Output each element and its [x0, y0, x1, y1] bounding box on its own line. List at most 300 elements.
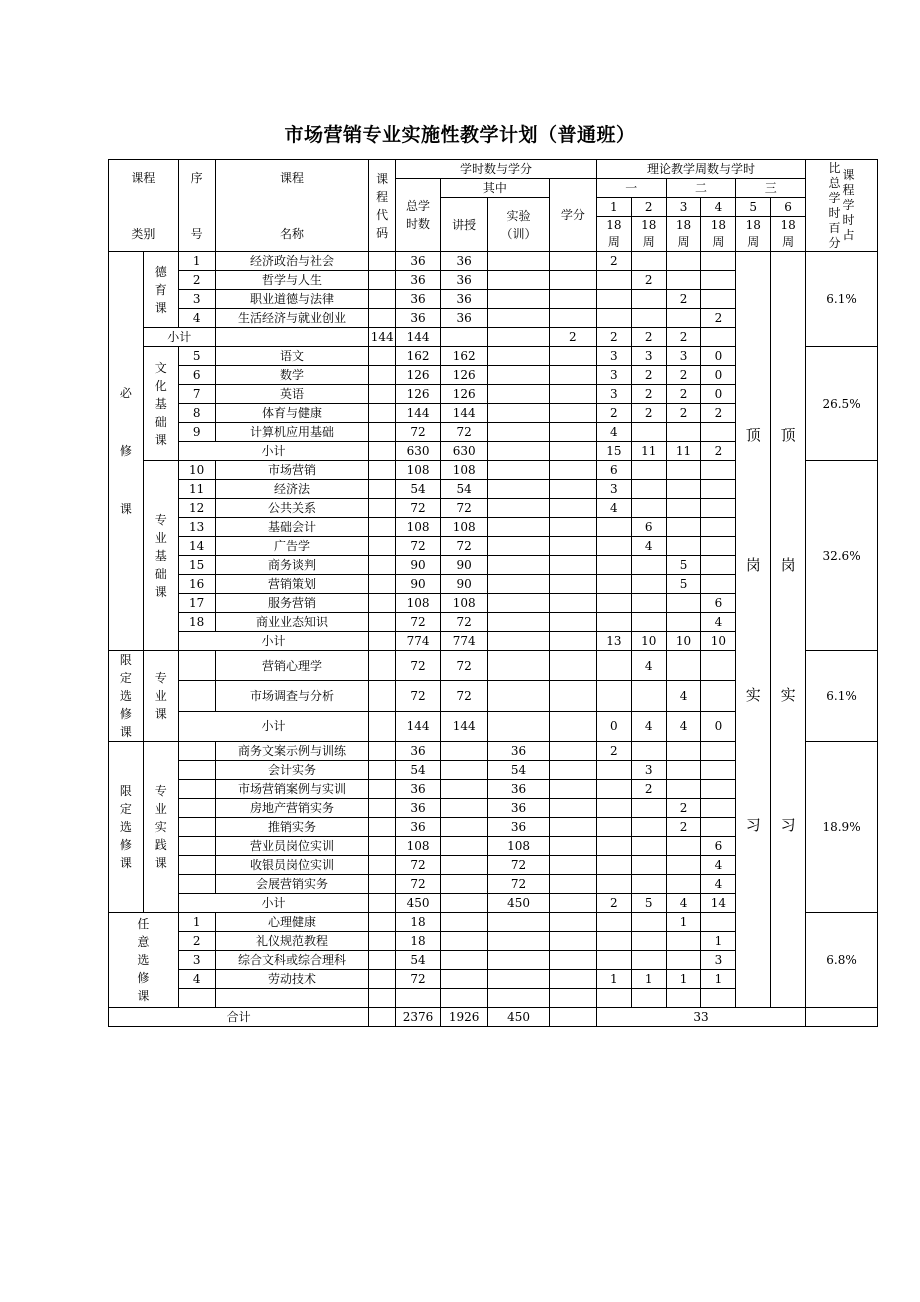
course-name: 经济政治与社会 [215, 252, 369, 271]
course-total-hours: 108 [396, 594, 441, 613]
course-no: 15 [178, 556, 215, 575]
course-term-t3: 1 [666, 913, 701, 932]
course-no [178, 856, 215, 875]
course-term-t1: 6 [596, 461, 631, 480]
course-credits [549, 651, 596, 681]
course-term-t1: 2 [596, 742, 631, 761]
optional-label [109, 913, 179, 1008]
subtotal-term-t1: 2 [596, 894, 631, 913]
course-practice-hours: 36 [488, 799, 550, 818]
course-term-t4 [701, 681, 736, 711]
course-credits [549, 537, 596, 556]
course-term-t2 [631, 875, 666, 894]
header-year2: 二 [666, 179, 736, 198]
course-term-t3: 5 [666, 556, 701, 575]
course-lecture-hours: 162 [441, 347, 488, 366]
course-term-t1 [596, 799, 631, 818]
course-term-t3 [666, 537, 701, 556]
course-credits [549, 681, 596, 711]
course-no: 1 [178, 913, 215, 932]
course-term-t2: 4 [631, 537, 666, 556]
internship-char: 习 [745, 815, 761, 834]
total-weekly-hours: 33 [596, 1008, 805, 1027]
course-credits [549, 837, 596, 856]
course-term-t1 [596, 780, 631, 799]
course-credits [488, 328, 550, 347]
internship-char: 顶 [780, 425, 796, 444]
course-term-t1 [596, 537, 631, 556]
course-term-t1: 4 [596, 499, 631, 518]
subtotal-term-t2: 2 [596, 328, 631, 347]
subtotal-term-t2: 11 [631, 442, 666, 461]
course-term-t4 [701, 271, 736, 290]
course-practice-hours [488, 404, 550, 423]
subtotal-term-t1: 0 [596, 711, 631, 741]
course-term-t4 [701, 651, 736, 681]
internship-char: 实 [780, 685, 796, 704]
course-code [369, 575, 396, 594]
course-name: 市场营销 [215, 461, 369, 480]
subtotal-label: 小计 [178, 442, 369, 461]
course-term-t4: 4 [701, 875, 736, 894]
course-practice-hours [488, 461, 550, 480]
course-name: 服务营销 [215, 594, 369, 613]
subtotal-term-t1: 15 [596, 442, 631, 461]
course-practice-hours [488, 594, 550, 613]
course-credits [549, 442, 596, 461]
course-code [369, 518, 396, 537]
header-weeks-2 [631, 217, 666, 252]
subtotal-term-t4: 14 [701, 894, 736, 913]
course-practice-hours [488, 556, 550, 575]
course-practice-hours: 72 [488, 875, 550, 894]
course-total-hours: 36 [396, 818, 441, 837]
course-term-t3 [666, 480, 701, 499]
course-term-t2 [631, 252, 666, 271]
course-term-t1: 3 [596, 347, 631, 366]
course-term-t3 [666, 518, 701, 537]
course-code [369, 856, 396, 875]
course-term-t2: 2 [631, 385, 666, 404]
course-lecture-hours: 36 [441, 252, 488, 271]
course-term-t2: 6 [631, 518, 666, 537]
culture-label-text: 文化基础课 [154, 360, 167, 447]
course-code [369, 461, 396, 480]
course-term-t4 [701, 913, 736, 932]
course-term-t2 [631, 913, 666, 932]
course-credits [549, 932, 596, 951]
subtotal-total-hours: 774 [396, 632, 441, 651]
course-credits [549, 290, 596, 309]
course-practice-hours: 108 [488, 837, 550, 856]
course-term-t2 [631, 613, 666, 632]
course-no: 2 [178, 271, 215, 290]
header-term-5: 5 [736, 198, 771, 217]
teaching-plan-table [108, 159, 878, 1027]
course-code [369, 594, 396, 613]
course-practice-hours [488, 932, 550, 951]
course-credits [549, 499, 596, 518]
course-name: 推销实务 [215, 818, 369, 837]
course-term-t4: 0 [701, 366, 736, 385]
subtotal-term-t1: 2 [549, 328, 596, 347]
course-practice-hours [488, 347, 550, 366]
course-term-t4: 3 [701, 951, 736, 970]
course-no [178, 742, 215, 761]
header-credits: 学分 [549, 179, 596, 252]
course-lecture-hours: 54 [441, 480, 488, 499]
course-term-t3 [666, 613, 701, 632]
course-term-t4 [701, 290, 736, 309]
course-no [178, 651, 215, 681]
internship-term6 [771, 252, 806, 1008]
course-term-t4 [701, 252, 736, 271]
course-code [369, 932, 396, 951]
subtotal-total-hours: 144 [369, 328, 396, 347]
course-term-t1 [596, 818, 631, 837]
elective-practice-sub-label [143, 742, 178, 913]
culture-percent: 26.5% [806, 347, 878, 461]
course-lecture-hours: 36 [441, 290, 488, 309]
course-lecture-hours: 72 [441, 613, 488, 632]
course-term-t4: 0 [701, 347, 736, 366]
header-term-6: 6 [771, 198, 806, 217]
course-lecture-hours: 108 [441, 461, 488, 480]
course-term-t2 [631, 594, 666, 613]
course-no: 4 [178, 970, 215, 989]
course-term-t3: 2 [666, 799, 701, 818]
course-no: 4 [178, 309, 215, 328]
header-weeks-label: 18周 [745, 218, 761, 249]
internship-char: 习 [780, 815, 796, 834]
course-name: 英语 [215, 385, 369, 404]
course-term-t2: 3 [631, 347, 666, 366]
subtotal-lecture-hours: 630 [441, 442, 488, 461]
subtotal-lecture-hours: 774 [441, 632, 488, 651]
course-name: 礼仪规范教程 [215, 932, 369, 951]
subtotal-practice-hours [441, 328, 488, 347]
subtotal-label: 小计 [178, 711, 369, 741]
header-year3: 三 [736, 179, 806, 198]
course-term-t1 [596, 594, 631, 613]
total-credits [549, 1008, 596, 1027]
empty-cell [215, 989, 369, 1008]
course-code [369, 761, 396, 780]
course-name: 会展营销实务 [215, 875, 369, 894]
course-lecture-hours: 126 [441, 385, 488, 404]
course-code [369, 537, 396, 556]
course-total-hours: 72 [396, 681, 441, 711]
header-name [215, 160, 369, 252]
course-total-hours: 144 [396, 404, 441, 423]
course-term-t3 [666, 875, 701, 894]
course-practice-hours: 36 [488, 780, 550, 799]
course-term-t3: 4 [666, 681, 701, 711]
required-label-text: 必修课 [119, 386, 132, 516]
course-term-t3: 2 [666, 366, 701, 385]
course-lecture-hours [441, 913, 488, 932]
subtotal-term-t1: 13 [596, 632, 631, 651]
elective-major-sub-label [143, 651, 178, 742]
course-practice-hours [488, 385, 550, 404]
course-code [369, 271, 396, 290]
course-total-hours: 36 [396, 252, 441, 271]
course-name: 基础会计 [215, 518, 369, 537]
course-term-t3 [666, 271, 701, 290]
course-total-hours: 108 [396, 837, 441, 856]
course-no: 2 [178, 932, 215, 951]
course-lecture-hours [441, 780, 488, 799]
course-term-t4 [701, 461, 736, 480]
empty-cell [666, 989, 701, 1008]
subtotal-total-hours: 450 [396, 894, 441, 913]
empty-cell [441, 989, 488, 1008]
course-credits [549, 875, 596, 894]
course-no: 8 [178, 404, 215, 423]
page-title: 市场营销专业实施性教学计划（普通班） [284, 124, 636, 146]
subtotal-term-t4: 0 [701, 711, 736, 741]
course-code [369, 613, 396, 632]
subtotal-total-hours: 630 [396, 442, 441, 461]
course-term-t3 [666, 252, 701, 271]
course-term-t1 [596, 575, 631, 594]
header-practice [488, 198, 550, 252]
course-term-t2 [631, 480, 666, 499]
empty-cell [631, 989, 666, 1008]
subtotal-label: 小计 [178, 894, 369, 913]
course-code [369, 556, 396, 575]
course-total-hours: 90 [396, 556, 441, 575]
course-lecture-hours [441, 932, 488, 951]
course-term-t3: 2 [666, 385, 701, 404]
header-seq-top: 序 [190, 170, 203, 185]
subtotal-total-hours: 144 [396, 711, 441, 741]
course-name: 经济法 [215, 480, 369, 499]
total-hours: 2376 [396, 1008, 441, 1027]
course-name: 哲学与人生 [215, 271, 369, 290]
course-no: 3 [178, 290, 215, 309]
course-total-hours: 36 [396, 290, 441, 309]
elective-major-sub-label-text: 专业课 [154, 671, 167, 721]
course-name: 心理健康 [215, 913, 369, 932]
header-weeks-5 [736, 217, 771, 252]
moral-label [143, 252, 178, 328]
course-practice-hours [488, 575, 550, 594]
course-term-t1: 4 [596, 423, 631, 442]
course-total-hours: 126 [396, 385, 441, 404]
elective-practice-label [109, 742, 144, 913]
course-credits [549, 761, 596, 780]
course-code [369, 347, 396, 366]
total-label: 合计 [109, 1008, 369, 1027]
course-lecture-hours: 72 [441, 423, 488, 442]
course-no: 10 [178, 461, 215, 480]
course-term-t2 [631, 575, 666, 594]
header-weeks-label: 18周 [606, 218, 622, 249]
total-percent [806, 1008, 878, 1027]
course-code [369, 366, 396, 385]
course-term-t2 [631, 556, 666, 575]
professional-label-text: 专业基础课 [154, 512, 167, 599]
header-code-label: 课程代码 [376, 171, 389, 240]
subtotal-term-t2: 10 [631, 632, 666, 651]
course-term-t1 [596, 875, 631, 894]
course-term-t2: 2 [631, 271, 666, 290]
subtotal-practice-hours [488, 711, 550, 741]
course-lecture-hours: 72 [441, 651, 488, 681]
course-term-t1: 2 [596, 404, 631, 423]
subtotal-term-t3: 4 [666, 711, 701, 741]
course-practice-hours [488, 290, 550, 309]
course-total-hours: 108 [396, 461, 441, 480]
course-credits [549, 518, 596, 537]
course-no: 1 [178, 252, 215, 271]
course-no: 16 [178, 575, 215, 594]
course-lecture-hours: 36 [441, 309, 488, 328]
course-term-t4 [701, 518, 736, 537]
course-credits [549, 613, 596, 632]
course-lecture-hours [441, 856, 488, 875]
course-term-t4: 0 [701, 385, 736, 404]
course-lecture-hours [441, 742, 488, 761]
course-name: 营销心理学 [215, 651, 369, 681]
professional-percent: 32.6% [806, 461, 878, 651]
course-lecture-hours: 90 [441, 575, 488, 594]
course-term-t1: 3 [596, 366, 631, 385]
header-weeks-label: 18周 [780, 218, 796, 249]
course-code [369, 742, 396, 761]
course-total-hours: 108 [396, 518, 441, 537]
course-total-hours: 36 [396, 742, 441, 761]
course-term-t2 [631, 799, 666, 818]
course-no [178, 799, 215, 818]
course-practice-hours [488, 499, 550, 518]
course-term-t4: 2 [701, 309, 736, 328]
course-code [369, 651, 396, 681]
course-practice-hours [488, 913, 550, 932]
course-practice-hours [488, 518, 550, 537]
course-practice-hours: 36 [488, 818, 550, 837]
course-lecture-hours: 36 [441, 271, 488, 290]
header-weeks-3 [666, 217, 701, 252]
course-total-hours: 54 [396, 480, 441, 499]
subtotal-term-t3: 11 [666, 442, 701, 461]
course-practice-hours [488, 271, 550, 290]
internship-char: 岗 [780, 555, 796, 574]
course-term-t3 [666, 761, 701, 780]
course-lecture-hours [441, 970, 488, 989]
course-term-t4 [701, 780, 736, 799]
course-term-t3 [666, 856, 701, 875]
course-term-t3: 2 [666, 404, 701, 423]
course-total-hours: 18 [396, 932, 441, 951]
course-term-t3 [666, 499, 701, 518]
course-total-hours: 36 [396, 780, 441, 799]
course-name: 会计实务 [215, 761, 369, 780]
course-name: 营业员岗位实训 [215, 837, 369, 856]
course-term-t3: 1 [666, 970, 701, 989]
elective-major-label [109, 651, 144, 742]
course-name: 房地产营销实务 [215, 799, 369, 818]
course-term-t4: 1 [701, 932, 736, 951]
course-term-t3: 2 [666, 818, 701, 837]
course-name: 体育与健康 [215, 404, 369, 423]
header-lecture: 讲授 [441, 198, 488, 252]
header-term-2: 2 [631, 198, 666, 217]
course-term-t4 [701, 742, 736, 761]
course-term-t2 [631, 423, 666, 442]
course-name: 商务谈判 [215, 556, 369, 575]
course-no: 18 [178, 613, 215, 632]
course-practice-hours: 72 [488, 856, 550, 875]
course-term-t3 [666, 780, 701, 799]
header-weeks-4 [701, 217, 736, 252]
course-term-t2 [631, 461, 666, 480]
course-no [178, 837, 215, 856]
course-term-t1 [596, 913, 631, 932]
course-code [369, 951, 396, 970]
course-term-t1 [596, 518, 631, 537]
course-term-t3 [666, 423, 701, 442]
subtotal-label: 小计 [143, 328, 215, 347]
course-code [369, 309, 396, 328]
course-name: 市场营销案例与实训 [215, 780, 369, 799]
header-percent [806, 160, 878, 252]
course-name: 收银员岗位实训 [215, 856, 369, 875]
course-credits [549, 252, 596, 271]
course-code [369, 894, 396, 913]
empty-cell [701, 989, 736, 1008]
internship-char: 实 [745, 685, 761, 704]
course-code [369, 780, 396, 799]
header-weeks-label: 18周 [710, 218, 727, 249]
header-weeks-label: 18周 [641, 218, 657, 249]
course-lecture-hours [441, 951, 488, 970]
empty-cell [596, 989, 631, 1008]
header-term-3: 3 [666, 198, 701, 217]
course-credits [549, 780, 596, 799]
course-code [369, 632, 396, 651]
header-practice-label: 实验（训） [500, 208, 537, 241]
subtotal-lecture-hours: 144 [396, 328, 441, 347]
culture-label [143, 347, 178, 461]
header-of-which: 其中 [441, 179, 550, 198]
internship-term5 [736, 252, 771, 1008]
course-term-t3 [666, 742, 701, 761]
course-term-t3: 2 [666, 290, 701, 309]
course-credits [549, 461, 596, 480]
course-no: 7 [178, 385, 215, 404]
course-code [369, 499, 396, 518]
course-term-t2: 2 [631, 366, 666, 385]
course-term-t2 [631, 932, 666, 951]
course-name: 商业业态知识 [215, 613, 369, 632]
course-lecture-hours [441, 818, 488, 837]
course-term-t1: 2 [596, 252, 631, 271]
course-total-hours: 36 [396, 799, 441, 818]
header-seq-bottom: 号 [190, 226, 203, 241]
course-no: 6 [178, 366, 215, 385]
course-credits [549, 799, 596, 818]
course-credits [549, 347, 596, 366]
course-code [369, 681, 396, 711]
course-total-hours: 72 [396, 970, 441, 989]
course-term-t1 [596, 856, 631, 875]
course-term-t2 [631, 951, 666, 970]
course-code [369, 711, 396, 741]
course-credits [549, 913, 596, 932]
elective-practice-label-text: 限定选修课 [119, 784, 132, 870]
